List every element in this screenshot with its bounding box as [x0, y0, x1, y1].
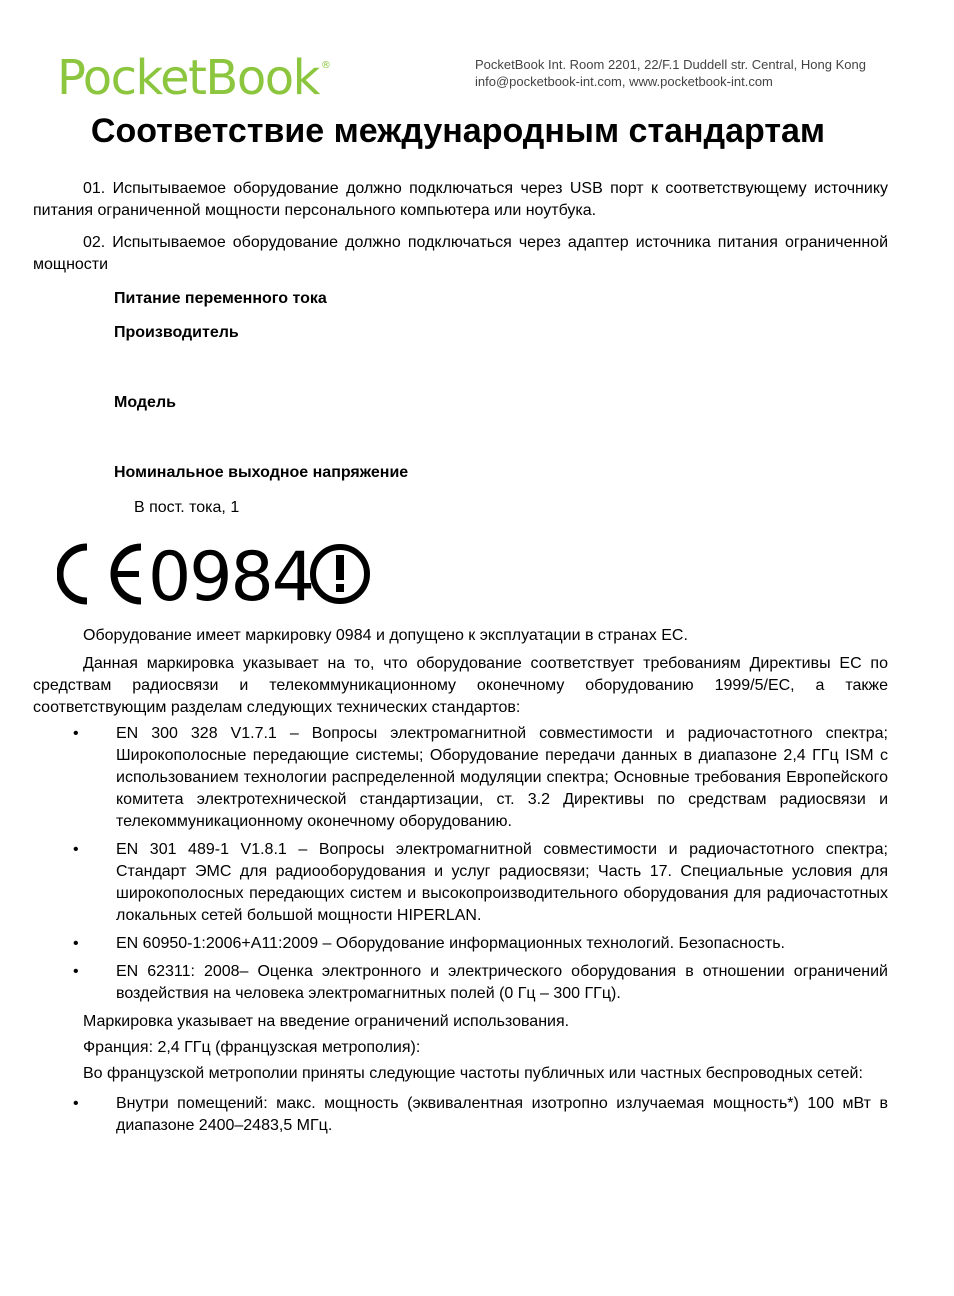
bullet-icon: • [73, 963, 79, 980]
notified-body-number: 0984 [148, 539, 314, 609]
indoor-text: Внутри помещений: макс. мощность (эквивалентная изотропно излучаемая мощность*) 100 мВт в диапазоне 2400–2483,5 МГц. [116, 1095, 888, 1134]
standard-text: EN 300 328 V1.7.1 – Вопросы электромагнитной совместимости и радиочастотного спектра; Широкополосные передающие системы; Оборудование передачи данных в диапазоне 2,4 ГГц ISM с использованием технологии распределенной модуляции спектра; Основные требования Европейского комитета электротехнической стандартизации, ст. 3.2 Директивы по средствам радиосвязи и телекоммуникационному оконечному оборудованию. [116, 725, 888, 830]
company-address [475, 56, 866, 90]
bullet-icon: • [73, 841, 79, 858]
standard-item [33, 961, 888, 1005]
spec-ac-power: Питание переменного тока [114, 290, 327, 307]
bullet-icon: • [73, 725, 79, 742]
logo-text: PocketBook [57, 50, 319, 106]
standards-list [33, 723, 888, 1005]
spec-model: Модель [114, 394, 176, 411]
ce-0984-alert-mark [57, 539, 377, 609]
standard-item [33, 723, 888, 833]
page-header [0, 0, 954, 110]
address-line-1: PocketBook Int. Room 2201, 22/F.1 Duddell str. Central, Hong Kong [475, 57, 866, 72]
standard-text: EN 62311: 2008– Оценка электронного и электрического оборудования в отношении ограничений воздействия на человека электромагнитных полей (0 Гц – 300 ГГц). [116, 963, 888, 1002]
pocketbook-logo [57, 36, 331, 108]
paragraph-adapter: 02. Испытываемое оборудование должно подключаться через адаптер источника питания ограниченной мощности [33, 234, 888, 273]
page-title: Соответствие международным стандартам [90, 112, 826, 150]
paragraph-france: Франция: 2,4 ГГц (французская метрополия): [83, 1039, 421, 1056]
spec-manufacturer: Производитель [114, 324, 239, 341]
bullet-icon: • [73, 1095, 79, 1112]
standard-text: EN 60950-1:2006+A11:2009 – Оборудование информационных технологий. Безопасность. [116, 935, 785, 952]
paragraph-restrictions: Маркировка указывает на введение ограничений использования. [83, 1013, 570, 1030]
bullet-icon: • [73, 935, 79, 952]
standard-item [33, 839, 888, 927]
paragraph-usb: 01. Испытываемое оборудование должно подключаться через USB порт к соответствующему источнику питания ограниченной мощности персонального компьютера или ноутбука. [33, 180, 888, 219]
spec-output-voltage-value: В пост. тока, 1 [134, 499, 240, 516]
ce-marking [57, 539, 888, 615]
indoor-item [33, 1093, 888, 1137]
document-body [33, 178, 888, 1137]
address-line-2: info@pocketbook-int.com, www.pocketbook-int.com [475, 74, 773, 89]
spec-output-voltage: Номинальное выходное напряжение [114, 464, 409, 481]
standard-text: EN 301 489-1 V1.8.1 – Вопросы электромагнитной совместимости и радиочастотного спектра; Стандарт ЭМС для радиооборудования и услуг радиосвязи; Часть 17. Специальные условия для широкополосных передающих систем и высокопроизводительного оборудования для радиочастотных локальных сетей большой мощности HIPERLAN. [116, 841, 888, 924]
paragraph-marking: Оборудование имеет маркировку 0984 и допущено к эксплуатации в странах ЕС. [83, 627, 688, 644]
alert-exclamation-dot [336, 584, 344, 592]
registered-mark: ® [320, 60, 331, 71]
paragraph-france-frequencies: Во французской метрополии приняты следующие частоты публичных или частных беспроводных сетей: [83, 1065, 863, 1082]
indoor-list [33, 1093, 888, 1137]
standard-item [33, 933, 888, 955]
alert-exclamation-bar [336, 555, 344, 580]
paragraph-directive: Данная маркировка указывает на то, что оборудование соответствует требованиям Директивы ЕС по средствам радиосвязи и телекоммуникационному оконечному оборудованию 1999/5/EC, а также соответствующим разделам следующих технических стандартов: [33, 655, 888, 716]
ce-c-shape [60, 547, 87, 601]
